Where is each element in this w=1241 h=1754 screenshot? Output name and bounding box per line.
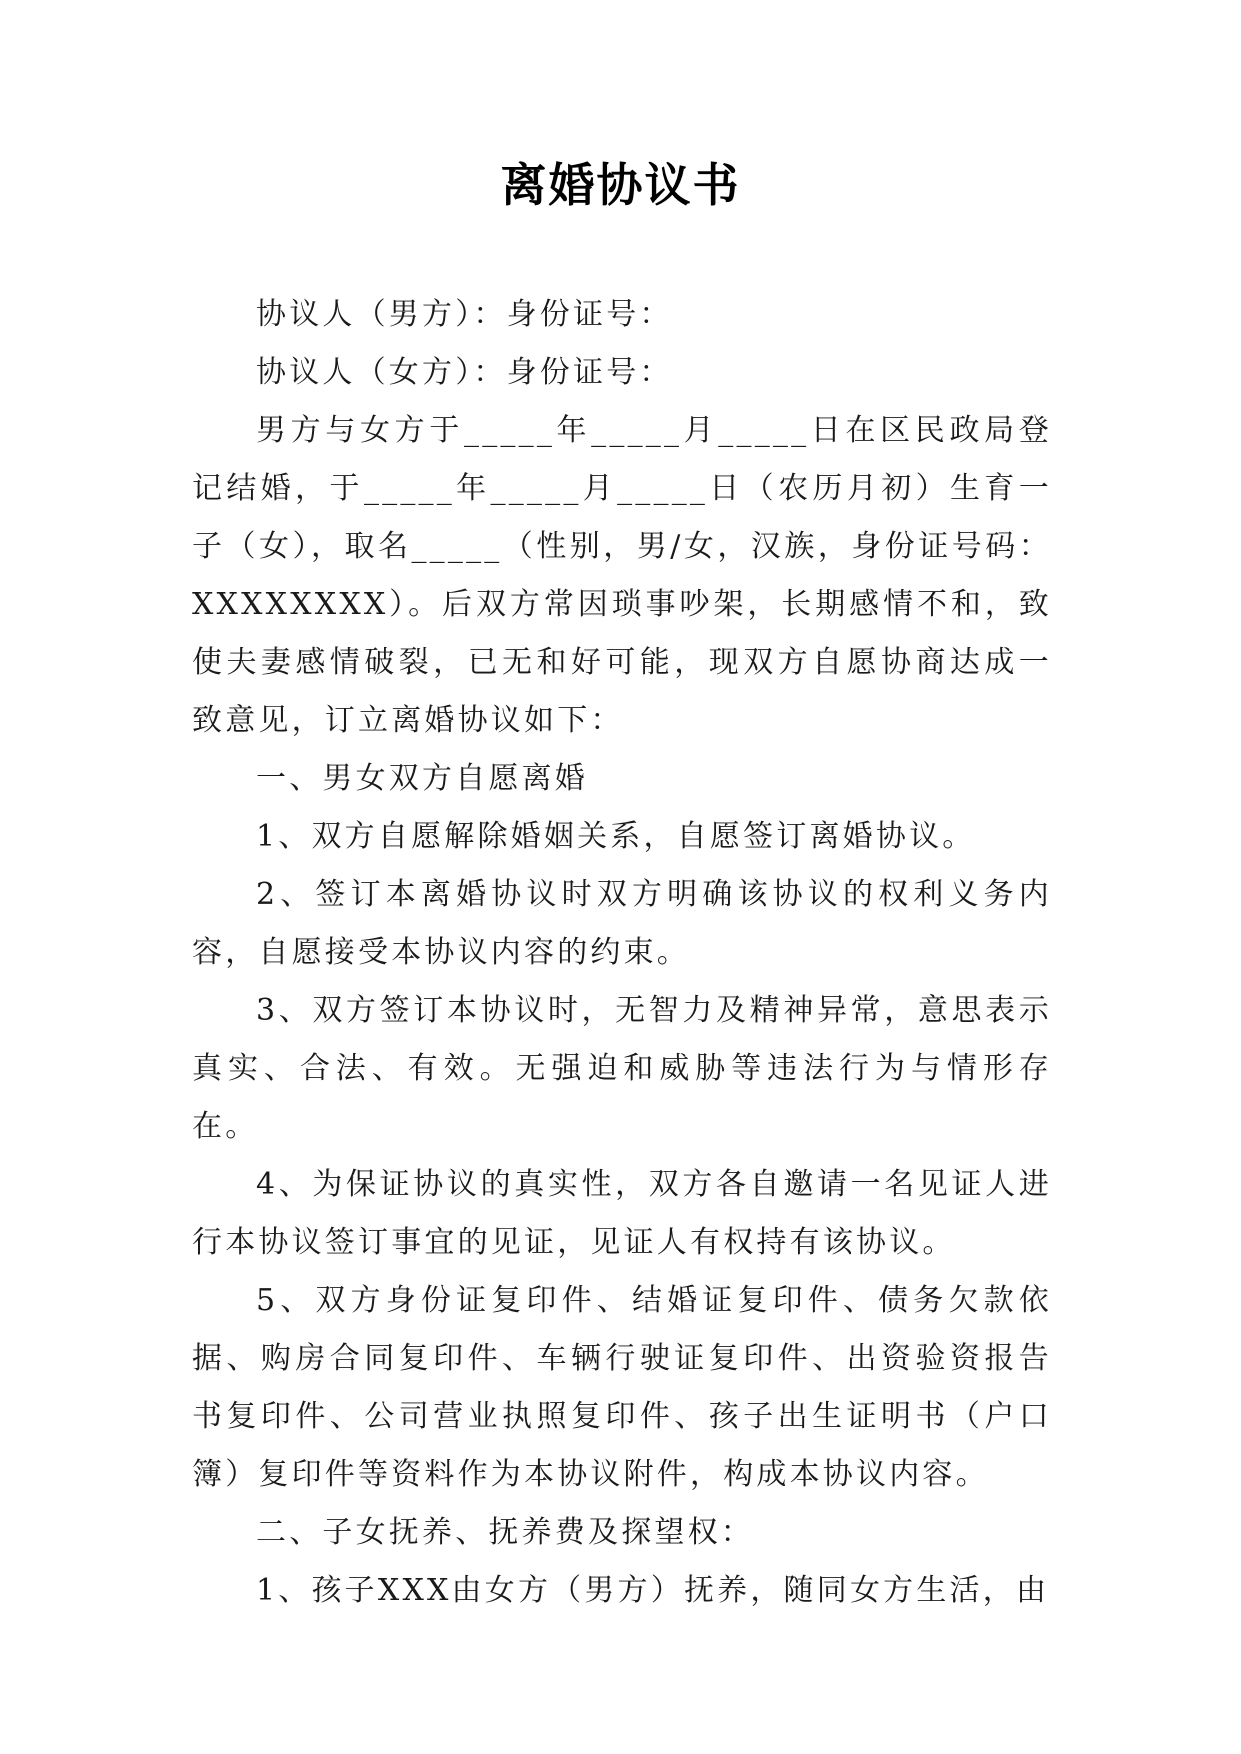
document-title: 离婚协议书 bbox=[500, 158, 741, 212]
clause-1-3: 3、双方签订本协议时，无智力及精神异常，意思表示真实、合法、有效。无强迫和威胁等违法行为与情形存在。 bbox=[192, 993, 1052, 1144]
marriage-background-paragraph: 男方与女方于_____年_____月_____日在区民政局登记结婚，于_____年_____月_____日（农历月初）生育一子（女），取名_____（性别，男/女，汉族，身份证号码：XXXXXXXX）。后双方常因琐事吵架，长期感情不和，致使夫妻感情破裂，已无和好可能，现双方自愿协商达成一致意见，订立离婚协议如下： bbox=[192, 413, 1052, 738]
clause-1-2: 2、签订本离婚协议时双方明确该协议的权利义务内容，自愿接受本协议内容的约束。 bbox=[192, 877, 1052, 970]
party-female-line: 协议人（女方）：身份证号： bbox=[256, 355, 673, 390]
clause-1-4: 4、为保证协议的真实性，双方各自邀请一名见证人进行本协议签订事宜的见证，见证人有权持有该协议。 bbox=[192, 1167, 1052, 1260]
section-heading-voluntary-divorce: 一、男女双方自愿离婚 bbox=[256, 761, 588, 796]
document-body bbox=[192, 286, 1052, 1620]
party-male-line: 协议人（男方）：身份证号： bbox=[256, 297, 673, 332]
clause-2-1: 1、孩子XXX由女方（男方）抚养，随同女方生活，由 bbox=[256, 1573, 1050, 1608]
clause-1-5: 5、双方身份证复印件、结婚证复印件、债务欠款依据、购房合同复印件、车辆行驶证复印件、出资验资报告书复印件、公司营业执照复印件、孩子出生证明书（户口簿）复印件等资料作为本协议附件，构成本协议内容。 bbox=[192, 1283, 1052, 1492]
clause-1-1: 1、双方自愿解除婚姻关系，自愿签订离婚协议。 bbox=[256, 819, 976, 854]
section-heading-child-custody: 二、子女抚养、抚养费及探望权： bbox=[256, 1515, 754, 1550]
